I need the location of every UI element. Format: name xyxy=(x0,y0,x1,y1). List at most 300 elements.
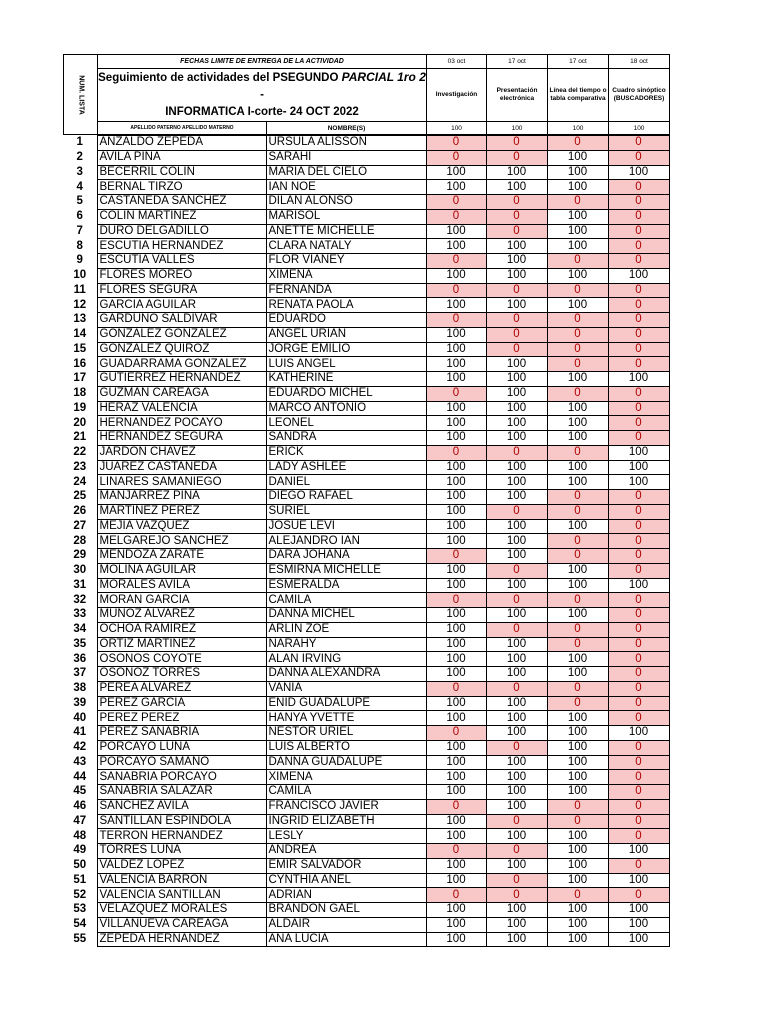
student-nombre: XIMENA xyxy=(266,268,426,283)
table-row xyxy=(63,858,669,873)
score-cell: 0 xyxy=(486,740,547,755)
table-row xyxy=(63,622,669,637)
list-number: 21 xyxy=(73,431,87,444)
score-cell: 100 xyxy=(486,755,547,770)
score-cell: 100 xyxy=(426,268,486,283)
score-cell: 100 xyxy=(486,401,547,416)
score-cell: 100 xyxy=(426,475,486,490)
list-number: 33 xyxy=(73,608,87,621)
score-cell: 0 xyxy=(547,504,608,519)
score-cell: 100 xyxy=(426,711,486,726)
score-cell: 0 xyxy=(608,755,669,770)
score-cell: 100 xyxy=(547,372,608,387)
student-nombre: DANIEL xyxy=(266,475,426,490)
list-number: 9 xyxy=(76,254,83,267)
score-cell: 0 xyxy=(426,195,486,210)
score-cell: 0 xyxy=(426,136,486,151)
student-apellidos: ESCUTIA HERNANDEZ xyxy=(97,239,266,254)
score-cell: 100 xyxy=(547,268,608,283)
student-apellidos: ZEPEDA HERNANDEZ xyxy=(97,932,266,947)
score-cell: 100 xyxy=(608,475,669,490)
student-nombre: KATHERINE xyxy=(266,372,426,387)
score-cell: 0 xyxy=(608,858,669,873)
student-apellidos: PEREZ GARCIA xyxy=(97,696,266,711)
table-row xyxy=(63,888,669,903)
score-cell: 0 xyxy=(547,254,608,269)
score-cell: 0 xyxy=(426,549,486,564)
fechas-header: FECHAS LIMITE DE ENTREGA DE LA ACTIVIDAD xyxy=(98,55,427,69)
score-cell: 0 xyxy=(608,549,669,564)
table-row xyxy=(63,180,669,195)
student-apellidos: SANCHEZ AVILA xyxy=(97,799,266,814)
student-nombre: LADY ASHLEE xyxy=(266,460,426,475)
score-cell: 100 xyxy=(547,932,608,947)
student-apellidos: HERNANDEZ POCAYO xyxy=(97,416,266,431)
table-row xyxy=(63,681,669,696)
student-apellidos: VALDEZ LOPEZ xyxy=(97,858,266,873)
table-row xyxy=(63,652,669,667)
student-apellidos: JARDON CHAVEZ xyxy=(97,445,266,460)
score-cell: 100 xyxy=(426,519,486,534)
list-number: 28 xyxy=(73,534,87,547)
score-cell: 100 xyxy=(608,726,669,741)
list-number: 53 xyxy=(73,903,87,916)
score-cell: 100 xyxy=(486,165,547,180)
header-table xyxy=(63,54,670,135)
student-nombre: ANA LUCIA xyxy=(266,932,426,947)
score-cell: 0 xyxy=(608,814,669,829)
score-cell: 100 xyxy=(547,401,608,416)
score-cell: 0 xyxy=(486,327,547,342)
score-cell: 100 xyxy=(486,254,547,269)
score-cell: 100 xyxy=(547,829,608,844)
list-number: 18 xyxy=(73,387,87,400)
score-cell: 0 xyxy=(608,593,669,608)
list-number: 24 xyxy=(73,475,87,488)
table-row xyxy=(63,593,669,608)
score-cell: 0 xyxy=(608,799,669,814)
student-nombre: DIEGO RAFAEL xyxy=(266,490,426,505)
student-nombre: ANDREA xyxy=(266,844,426,859)
table-row xyxy=(63,578,669,593)
activity-name-4: Cuadro sinóptico (BUSCADORES) xyxy=(609,69,670,122)
score-cell: 0 xyxy=(426,445,486,460)
score-cell: 100 xyxy=(547,239,608,254)
score-cell: 100 xyxy=(547,150,608,165)
score-cell: 0 xyxy=(486,593,547,608)
student-nombre: FLOR VIANEY xyxy=(266,254,426,269)
score-cell: 100 xyxy=(486,490,547,505)
list-number: 3 xyxy=(76,165,83,178)
score-cell: 0 xyxy=(547,327,608,342)
student-nombre: XIMENA xyxy=(266,770,426,785)
score-cell: 0 xyxy=(608,136,669,151)
score-cell: 100 xyxy=(608,873,669,888)
score-cell: 0 xyxy=(608,622,669,637)
student-apellidos: PEREZ SANABRIA xyxy=(97,726,266,741)
student-nombre: ERICK xyxy=(266,445,426,460)
score-cell: 0 xyxy=(608,327,669,342)
student-apellidos: HERAZ VALENCIA xyxy=(97,401,266,416)
table-row xyxy=(63,475,669,490)
score-cell: 100 xyxy=(547,475,608,490)
table-row xyxy=(63,490,669,505)
score-cell: 100 xyxy=(547,298,608,313)
score-cell: 0 xyxy=(547,490,608,505)
score-cell: 100 xyxy=(486,932,547,947)
student-nombre: CAMILA xyxy=(266,593,426,608)
student-nombre: MARCO ANTONIO xyxy=(266,401,426,416)
student-nombre: FERNANDA xyxy=(266,283,426,298)
student-apellidos: COLIN MARTINEZ xyxy=(97,209,266,224)
student-apellidos: BERNAL TIRZO xyxy=(97,180,266,195)
list-number: 25 xyxy=(73,490,87,503)
student-nombre: ALDAIR xyxy=(266,917,426,932)
student-nombre: ADRIAN xyxy=(266,888,426,903)
table-row xyxy=(63,873,669,888)
student-nombre: NARAHY xyxy=(266,637,426,652)
student-nombre: LESLY xyxy=(266,829,426,844)
student-nombre: LUIS ALBERTO xyxy=(266,740,426,755)
student-nombre: DILAN ALONSO xyxy=(266,195,426,210)
student-apellidos: FLORES SEGURA xyxy=(97,283,266,298)
score-cell: 0 xyxy=(486,209,547,224)
score-cell: 0 xyxy=(547,534,608,549)
score-cell: 100 xyxy=(486,519,547,534)
student-apellidos: MENDOZA ZARATE xyxy=(97,549,266,564)
list-number: 13 xyxy=(73,313,87,326)
score-cell: 100 xyxy=(486,652,547,667)
activity-date-2: 17 oct xyxy=(487,55,548,69)
student-nombre: MARIA DEL CIELO xyxy=(266,165,426,180)
score-cell: 0 xyxy=(486,342,547,357)
score-cell: 100 xyxy=(426,460,486,475)
score-cell: 100 xyxy=(486,268,547,283)
title-suffix: - xyxy=(260,89,264,101)
activity-date-3: 17 oct xyxy=(548,55,609,69)
score-cell: 0 xyxy=(426,799,486,814)
student-apellidos: LINARES SAMANIEGO xyxy=(97,475,266,490)
student-apellidos: SANABRIA SALAZAR xyxy=(97,785,266,800)
score-cell: 0 xyxy=(486,844,547,859)
table-row xyxy=(63,239,669,254)
list-number: 54 xyxy=(73,918,87,931)
student-nombre: DANNA MICHEL xyxy=(266,608,426,623)
score-cell: 100 xyxy=(547,917,608,932)
score-cell: 0 xyxy=(608,416,669,431)
score-cell: 0 xyxy=(608,563,669,578)
score-cell: 0 xyxy=(608,150,669,165)
table-row xyxy=(63,268,669,283)
student-apellidos: MELGAREJO SANCHEZ xyxy=(97,534,266,549)
score-cell: 100 xyxy=(486,799,547,814)
student-apellidos: PORCAYO SAMANO xyxy=(97,755,266,770)
list-number: 8 xyxy=(76,239,83,252)
score-cell: 0 xyxy=(486,136,547,151)
list-number: 36 xyxy=(73,652,87,665)
score-cell: 100 xyxy=(486,372,547,387)
score-cell: 100 xyxy=(486,386,547,401)
table-row xyxy=(63,298,669,313)
student-nombre: EDUARDO xyxy=(266,313,426,328)
num-lista-label: NUM. LISTA xyxy=(77,74,84,115)
score-cell: 0 xyxy=(608,195,669,210)
table-row xyxy=(63,785,669,800)
student-apellidos: ORTIZ MARTINEZ xyxy=(97,637,266,652)
score-cell: 0 xyxy=(486,681,547,696)
score-cell: 0 xyxy=(608,298,669,313)
score-cell: 0 xyxy=(608,696,669,711)
student-nombre: ANETTE MICHELLE xyxy=(266,224,426,239)
score-cell: 0 xyxy=(486,622,547,637)
score-cell: 0 xyxy=(426,254,486,269)
student-rows xyxy=(63,136,669,947)
table-row xyxy=(63,932,669,947)
score-cell: 0 xyxy=(547,195,608,210)
score-cell: 0 xyxy=(547,888,608,903)
score-cell: 100 xyxy=(426,667,486,682)
list-number: 10 xyxy=(73,269,87,282)
score-cell: 0 xyxy=(547,696,608,711)
score-cell: 100 xyxy=(486,726,547,741)
score-cell: 0 xyxy=(608,888,669,903)
student-nombre: URSULA ALISSON xyxy=(266,136,426,151)
score-cell: 100 xyxy=(426,534,486,549)
list-number: 4 xyxy=(76,180,83,193)
student-apellidos: MOLINA AGUILAR xyxy=(97,563,266,578)
list-number: 14 xyxy=(73,328,87,341)
student-nombre: FRANCISCO JAVIER xyxy=(266,799,426,814)
nombres-header: NOMBRE(S) xyxy=(267,122,427,135)
student-apellidos: PEREA ALVAREZ xyxy=(97,681,266,696)
student-apellidos: GONZALEZ GONZALEZ xyxy=(97,327,266,342)
list-number: 51 xyxy=(73,873,87,886)
score-cell: 100 xyxy=(547,726,608,741)
score-cell: 100 xyxy=(547,563,608,578)
score-cell: 100 xyxy=(426,652,486,667)
table-row xyxy=(63,726,669,741)
student-apellidos: MORAN GARCIA xyxy=(97,593,266,608)
score-cell: 0 xyxy=(608,254,669,269)
student-nombre: CYNTHIA ANEL xyxy=(266,873,426,888)
student-apellidos: VALENCIA SANTILLAN xyxy=(97,888,266,903)
score-cell: 0 xyxy=(608,357,669,372)
activity-name-1: Investigación xyxy=(427,69,487,122)
score-cell: 0 xyxy=(426,593,486,608)
score-cell: 0 xyxy=(486,445,547,460)
score-cell: 100 xyxy=(426,357,486,372)
table-row xyxy=(63,740,669,755)
student-apellidos: OSONOZ TORRES xyxy=(97,667,266,682)
score-cell: 100 xyxy=(547,180,608,195)
table-row xyxy=(63,313,669,328)
table-row xyxy=(63,165,669,180)
score-cell: 0 xyxy=(608,431,669,446)
list-number: 35 xyxy=(73,637,87,650)
student-apellidos: GUZMAN CAREAGA xyxy=(97,386,266,401)
score-cell: 0 xyxy=(608,386,669,401)
table-row xyxy=(63,224,669,239)
num-lista-header xyxy=(64,55,98,135)
score-cell: 100 xyxy=(426,298,486,313)
score-cell: 100 xyxy=(426,814,486,829)
table-row xyxy=(63,814,669,829)
score-cell: 0 xyxy=(486,504,547,519)
list-number: 48 xyxy=(73,829,87,842)
table-row xyxy=(63,711,669,726)
list-number: 45 xyxy=(73,785,87,798)
score-cell: 0 xyxy=(608,313,669,328)
score-cell: 100 xyxy=(426,873,486,888)
student-nombre: VANIA xyxy=(266,681,426,696)
score-cell: 0 xyxy=(426,209,486,224)
score-cell: 100 xyxy=(547,224,608,239)
table-row xyxy=(63,283,669,298)
score-cell: 0 xyxy=(486,563,547,578)
table-row xyxy=(63,563,669,578)
table-row xyxy=(63,844,669,859)
table-row xyxy=(63,209,669,224)
score-cell: 0 xyxy=(608,209,669,224)
score-cell: 0 xyxy=(608,180,669,195)
score-cell: 100 xyxy=(426,917,486,932)
student-nombre: SURIEL xyxy=(266,504,426,519)
table-row xyxy=(63,327,669,342)
score-cell: 100 xyxy=(426,770,486,785)
list-number: 46 xyxy=(73,800,87,813)
score-cell: 0 xyxy=(486,888,547,903)
score-cell: 100 xyxy=(547,578,608,593)
score-cell: 0 xyxy=(547,445,608,460)
list-number: 37 xyxy=(73,667,87,680)
score-cell: 100 xyxy=(608,165,669,180)
score-cell: 100 xyxy=(486,637,547,652)
score-cell: 100 xyxy=(426,431,486,446)
score-cell: 100 xyxy=(426,829,486,844)
student-apellidos: ESCUTIA VALLES xyxy=(97,254,266,269)
score-cell: 0 xyxy=(608,681,669,696)
score-cell: 100 xyxy=(608,917,669,932)
table-row xyxy=(63,357,669,372)
student-apellidos: AVILA PINA xyxy=(97,150,266,165)
student-apellidos: ANZALDO ZEPEDA xyxy=(97,136,266,151)
student-nombre: SANDRA xyxy=(266,431,426,446)
student-apellidos: MUNOZ ALVAREZ xyxy=(97,608,266,623)
list-number: 27 xyxy=(73,519,87,532)
score-cell: 100 xyxy=(426,903,486,918)
score-cell: 100 xyxy=(486,667,547,682)
score-cell: 100 xyxy=(426,578,486,593)
student-nombre: ALEJANDRO IAN xyxy=(266,534,426,549)
table-row xyxy=(63,917,669,932)
student-nombre: NESTOR URIEL xyxy=(266,726,426,741)
activity-name-3: Línea del tiempo o tabla comparativa xyxy=(548,69,609,122)
score-cell: 100 xyxy=(486,578,547,593)
student-nombre: SARAHI xyxy=(266,150,426,165)
title-italic: PARCIAL 1ro 2 xyxy=(341,70,426,84)
score-cell: 0 xyxy=(486,283,547,298)
score-cell: 0 xyxy=(608,490,669,505)
student-apellidos: CASTANEDA SANCHEZ xyxy=(97,195,266,210)
list-number: 43 xyxy=(73,755,87,768)
score-cell: 0 xyxy=(608,224,669,239)
list-number: 32 xyxy=(73,593,87,606)
list-number: 11 xyxy=(73,283,86,296)
list-number: 16 xyxy=(73,357,87,370)
score-cell: 100 xyxy=(486,696,547,711)
score-cell: 100 xyxy=(547,844,608,859)
student-nombre: BRANDON GAEL xyxy=(266,903,426,918)
list-number: 50 xyxy=(73,859,87,872)
list-number: 23 xyxy=(73,460,87,473)
table-row xyxy=(63,431,669,446)
score-cell: 100 xyxy=(547,711,608,726)
student-apellidos: DURO DELGADILLO xyxy=(97,224,266,239)
score-cell: 100 xyxy=(547,873,608,888)
table-row xyxy=(63,445,669,460)
score-cell: 0 xyxy=(547,357,608,372)
score-cell: 0 xyxy=(608,239,669,254)
score-cell: 100 xyxy=(426,165,486,180)
score-cell: 0 xyxy=(547,799,608,814)
activity-max-2: 100 xyxy=(487,122,548,135)
student-nombre: MARISOL xyxy=(266,209,426,224)
score-cell: 0 xyxy=(426,681,486,696)
table-row xyxy=(63,416,669,431)
score-cell: 100 xyxy=(426,372,486,387)
score-cell: 100 xyxy=(608,268,669,283)
score-cell: 100 xyxy=(426,239,486,254)
student-apellidos: VILLANUEVA CAREAGA xyxy=(97,917,266,932)
table-row xyxy=(63,504,669,519)
table-row xyxy=(63,150,669,165)
title-line2: INFORMATICA I-corte- 24 OCT 2022 xyxy=(165,106,359,118)
score-cell: 100 xyxy=(547,785,608,800)
student-apellidos: GONZALEZ QUIROZ xyxy=(97,342,266,357)
student-apellidos: GUADARRAMA GONZALEZ xyxy=(97,357,266,372)
table-row xyxy=(63,401,669,416)
score-cell: 100 xyxy=(486,549,547,564)
score-cell: 0 xyxy=(608,534,669,549)
score-cell: 0 xyxy=(547,637,608,652)
score-cell: 100 xyxy=(547,431,608,446)
student-apellidos: GARDUNO SALDIVAR xyxy=(97,313,266,328)
activity-name-2: Presentación electrónica xyxy=(487,69,548,122)
table-row xyxy=(63,608,669,623)
table-row xyxy=(63,372,669,387)
list-number: 49 xyxy=(73,844,87,857)
score-cell: 0 xyxy=(486,150,547,165)
score-cell: 100 xyxy=(608,578,669,593)
score-cell: 100 xyxy=(547,416,608,431)
student-nombre: ESMERALDA xyxy=(266,578,426,593)
score-cell: 100 xyxy=(608,903,669,918)
score-cell: 100 xyxy=(547,460,608,475)
table-row xyxy=(63,534,669,549)
score-cell: 0 xyxy=(608,785,669,800)
score-cell: 100 xyxy=(547,740,608,755)
student-nombre: RENATA PAOLA xyxy=(266,298,426,313)
student-apellidos: SANTILLAN ESPINDOLA xyxy=(97,814,266,829)
list-number: 39 xyxy=(73,696,87,709)
student-apellidos: JUAREZ CASTANEDA xyxy=(97,460,266,475)
student-apellidos: BECERRIL COLIN xyxy=(97,165,266,180)
table-row xyxy=(63,342,669,357)
table-row xyxy=(63,460,669,475)
score-cell: 100 xyxy=(486,298,547,313)
score-cell: 100 xyxy=(486,475,547,490)
score-cell: 100 xyxy=(547,770,608,785)
